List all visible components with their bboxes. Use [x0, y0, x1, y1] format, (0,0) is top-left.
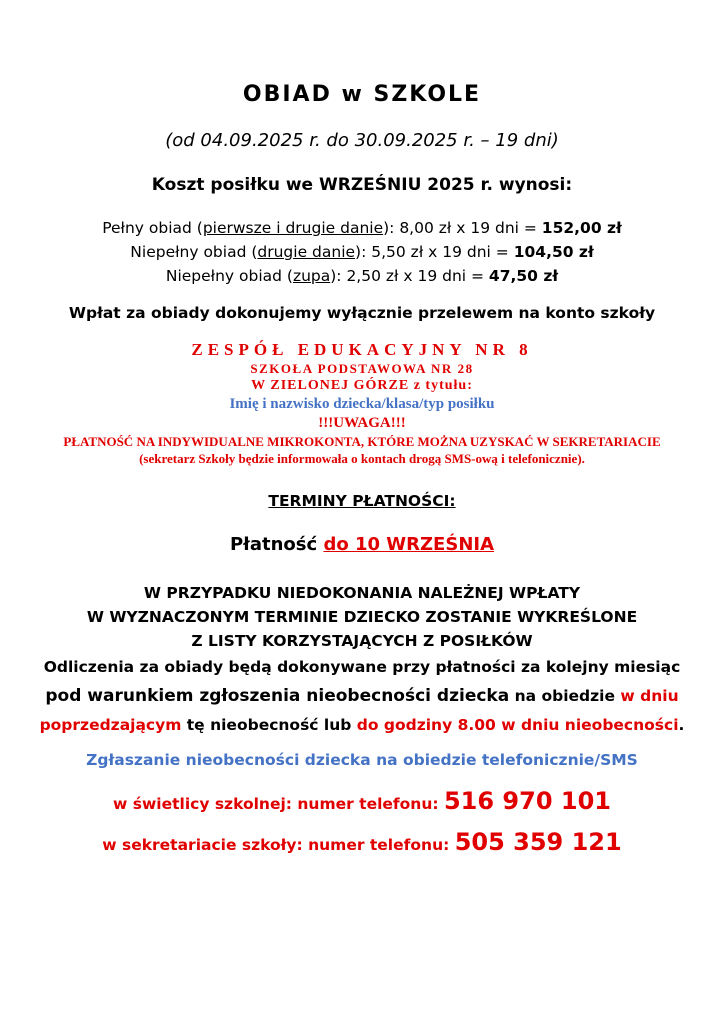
warning-label: !!!UWAGA!!!: [318, 415, 406, 431]
recipient-city: W ZIELONEJ GÓRZE z tytułu:: [251, 378, 473, 393]
phone-number: 516 970 101: [443, 787, 611, 815]
price-line-soup: Niepełny obiad (zupa): 2,50 zł x 19 dni = 47,50 zł: [165, 267, 559, 285]
transfer-title-info: Imię i nazwisko dziecka/klasa/typ posiłku: [229, 396, 495, 412]
price-total: 47,50 zł: [488, 267, 559, 285]
page-title: OBIAD w SZKOLE: [242, 82, 482, 107]
recipient-school: SZKOŁA PODSTAWOWA NR 28: [250, 361, 474, 376]
removal-notice: W PRZYPADKU NIEDOKONANIA NALEŻNEJ WPŁATY W WYZNACZONYM TERMINIE DZIECKO ZOSTANIE WYKREŚLONE Z LISTY KORZYSTAJĄCYCH Z POSIŁKÓW: [86, 584, 638, 650]
payment-info: Wpłat za obiady dokonujemy wyłącznie przelewem na konto szkoły: [68, 304, 656, 322]
recipient-org: ZESPÓŁ EDUKACYJNY NR 8: [191, 340, 533, 359]
payment-terms-heading: TERMINY PŁATNOŚCI:: [268, 492, 456, 510]
deadline-date: do 10 WRZEŚNIA: [323, 534, 495, 555]
price-line-main: Niepełny obiad (drugie danie): 5,50 zł x 19 dni = 104,50 zł: [130, 243, 594, 261]
phone-number: 505 359 121: [454, 828, 622, 856]
absence-report-info: Zgłaszanie nieobecności dziecka na obiedzie telefonicznie/SMS: [86, 751, 638, 769]
micro-account-note: PŁATNOŚĆ NA INDYWIDUALNE MIKROKONTA, KTÓRE MOŻNA UZYSKAĆ W SEKRETARIACIE (sekretarz Szkoły będzie informowała o kontach drogą SMS-ową i telefonicznie).: [63, 434, 661, 466]
price-list: [0, 216, 724, 288]
deduction-rules: Odliczenia za obiady będą dokonywane przy płatności za kolejny miesiąc pod warunkiem zgłoszenia nieobecności dziecka na obiedzie w dniu poprzedzającym tę nieobecność lub do godziny 8.00 w dniu nieobecności.: [39, 658, 685, 734]
price-total: 152,00 zł: [541, 219, 622, 237]
price-total: 104,50 zł: [513, 243, 594, 261]
phone-day-room: w świetlicy szkolnej: numer telefonu: 516 970 101: [113, 787, 611, 815]
phone-secretariat: w sekretariacie szkoły: numer telefonu: 505 359 121: [102, 828, 622, 856]
payment-deadline: Płatność do 10 WRZEŚNIA: [229, 534, 495, 555]
period-text: (od 04.09.2025 r. do 30.09.2025 r. – 19 dni): [165, 130, 559, 151]
price-line-full: Pełny obiad (pierwsze i drugie danie): 8,00 zł x 19 dni = 152,00 zł: [102, 219, 622, 237]
cost-heading: Koszt posiłku we WRZEŚNIU 2025 r. wynosi:: [151, 175, 573, 195]
